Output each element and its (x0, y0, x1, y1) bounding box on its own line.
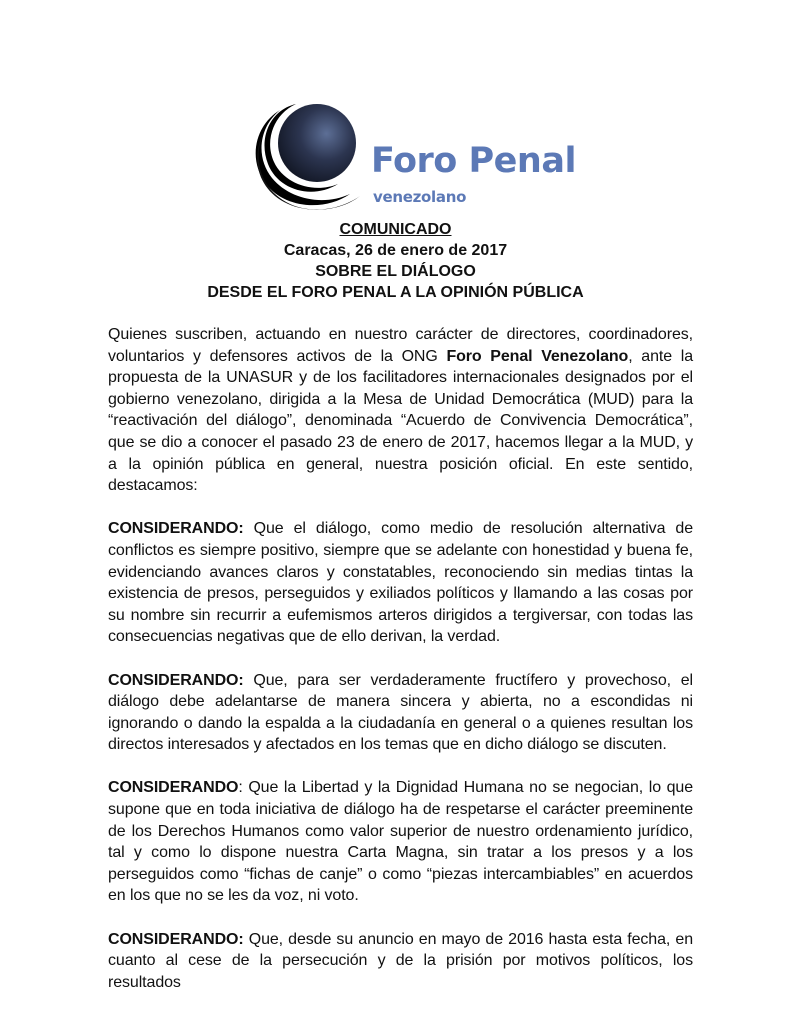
considerando-label: CONSIDERANDO: (108, 520, 244, 538)
considerando-paragraph (108, 670, 693, 756)
logo-subtitle: venezolano (373, 188, 467, 206)
considerando-text: Que el diálogo, como medio de resolución alternativa de conflictos es siempre positivo, siempre que se adelante con honestidad y buena fe, evidenciando avances claros y constatables, reconociendo sin medias tintas la existencia de presos, perseguidos y exiliados políticos y llamando a las cosas por su nombre sin recurrir a eufemismos arteros dirigidos a tergiversar, con todas las consecuencias negativas que de ello derivan, la verdad. (108, 520, 693, 646)
document-title: COMUNICADO (339, 221, 452, 238)
document-subject: SOBRE EL DIÁLOGO (315, 263, 476, 280)
considerando-label: CONSIDERANDO: (108, 930, 244, 948)
logo-title: Foro Penal (371, 141, 576, 181)
considerando-label: CONSIDERANDO (108, 779, 239, 797)
document-body (108, 324, 693, 993)
considerando-paragraph (108, 777, 693, 907)
intro-text-b: , ante la propuesta de la UNASUR y de los facilitadores internacionales designados por el gobierno venezolano, dirigida a la Mesa de Unidad Democrática (MUD) para la “reactivación del diálogo”, denominada “Acuerdo de Convivencia Democrática”, que se dio a conocer el pasado 23 de enero de 2017, hacemos llegar a la MUD, y a la opinión pública en general, nuestra posición oficial. En este sentido, destacamos: (108, 347, 694, 495)
considerando-text: Que, para ser verdaderamente fructífero y provechoso, el diálogo debe adelantarse de manera sincera y abierta, no a escondidas ni ignorando o dando la espalda a la ciudadanía en general o a quienes resultan los directos interesados y afectados en los temas que en dicho diálogo se discuten. (108, 671, 693, 754)
org-name: Foro Penal Venezolano (446, 347, 629, 365)
document-header (0, 219, 791, 303)
document-from: DESDE EL FORO PENAL A LA OPINIÓN PÚBLICA (207, 284, 584, 301)
considerando-paragraph (108, 929, 693, 994)
intro-paragraph (108, 324, 693, 497)
logo-orbit-icon (250, 98, 375, 213)
foro-penal-logo (250, 98, 576, 213)
considerando-text: : Que la Libertad y la Dignidad Humana no se negocian, lo que supone que en toda iniciativa de diálogo ha de respetarse el carácter preeminente de los Derechos Humanos como valor superior de nuestro ordenamiento jurídico, tal y como lo dispone nuestra Carta Magna, sin tratar a los presos y a los perseguidos como “fichas de canje” o como “piezas intercambiables” en acuerdos en los que no se les da voz, ni voto. (108, 779, 693, 905)
intro-text-a: Quienes suscriben, actuando en nuestro carácter de directores, coordinadores, voluntarios y defensores activos de la ONG (108, 326, 693, 365)
considerando-text: Que, desde su anuncio en mayo de 2016 hasta esta fecha, en cuanto al cese de la persecución y de la prisión por motivos políticos, los resultados (108, 930, 693, 991)
considerando-paragraph (108, 518, 693, 648)
considerando-label: CONSIDERANDO: (108, 671, 244, 689)
place-date: Caracas, 26 de enero de 2017 (283, 242, 508, 259)
